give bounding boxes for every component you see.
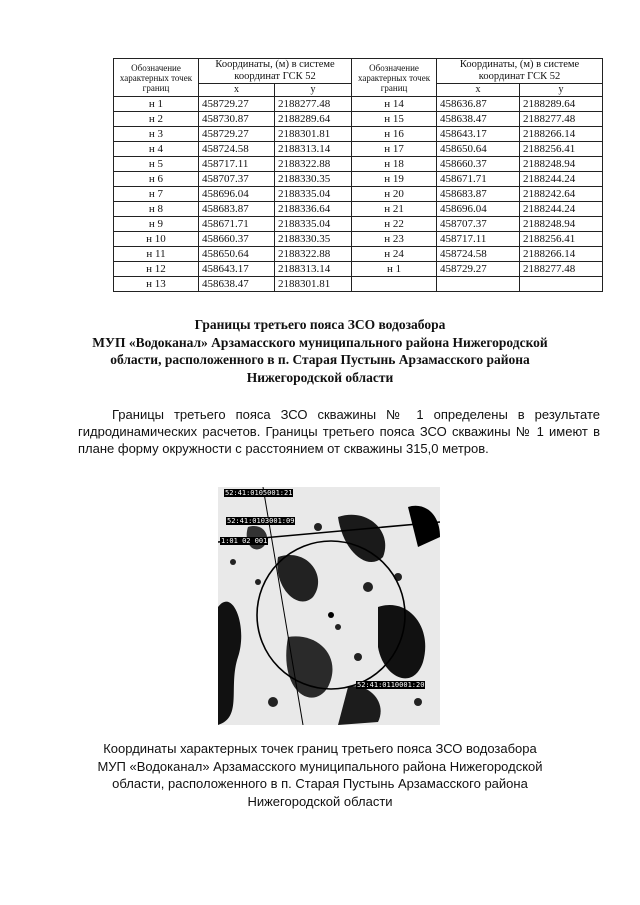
table-row [114,127,603,142]
x-coordinate-cell: 458650.64 [437,142,520,157]
point-label-cell: н 2 [114,112,199,127]
x-coordinate-cell: 458643.17 [437,127,520,142]
y-coordinate-cell: 2188248.94 [520,217,603,232]
header-coords-left: Координаты, (м) в системе координат ГСК 52 [199,59,352,84]
coordinates-table [113,58,603,292]
point-label-cell: н 14 [352,97,437,112]
map-label: 1:01 02 001 [221,537,268,545]
y-coordinate-cell: 2188242.64 [520,187,603,202]
heading-line: области, расположенного в п. Старая Пустынь Арзамасского района [110,352,530,367]
caption-line: Нижегородской области [247,793,393,809]
x-coordinate-cell: 458717.11 [199,157,275,172]
x-coordinate-cell: 458729.27 [437,262,520,277]
point-label-cell: н 9 [114,217,199,232]
y-coordinate-cell: 2188256.41 [520,142,603,157]
x-coordinate-cell: 458724.58 [437,247,520,262]
y-coordinate-cell: 2188313.14 [275,142,352,157]
x-coordinate-cell [437,277,520,292]
point-label-cell: н 24 [352,247,437,262]
point-label-cell: н 22 [352,217,437,232]
y-coordinate-cell: 2188335.04 [275,217,352,232]
map-label: 52:41:0110001:20 [357,681,425,689]
x-coordinate-cell: 458683.87 [437,187,520,202]
heading-line: Границы третьего пояса ЗСО водозабора [194,317,446,332]
header-y-left: y [275,84,352,97]
y-coordinate-cell: 2188277.48 [520,262,603,277]
table-row [114,277,603,292]
y-coordinate-cell: 2188277.48 [520,112,603,127]
zone-map-image [218,487,440,725]
header-point-right: Обозначение характерных точек границ [352,59,437,97]
header-point-left: Обозначение характерных точек границ [114,59,199,97]
y-coordinate-cell: 2188335.04 [275,187,352,202]
caption-line: Координаты характерных точек границ третьего пояса ЗСО водозабора [103,741,537,756]
map-label: 52:41:0103001:09 [227,517,295,525]
y-coordinate-cell [520,277,603,292]
y-coordinate-cell: 2188301.81 [275,127,352,142]
y-coordinate-cell: 2188244.24 [520,202,603,217]
y-coordinate-cell: 2188330.35 [275,232,352,247]
x-coordinate-cell: 458671.71 [199,217,275,232]
x-coordinate-cell: 458724.58 [199,142,275,157]
y-coordinate-cell: 2188313.14 [275,262,352,277]
table-row [114,202,603,217]
x-coordinate-cell: 458650.64 [199,247,275,262]
y-coordinate-cell: 2188322.88 [275,157,352,172]
caption-line: области, расположенного в п. Старая Пустынь Арзамасского района [112,776,528,791]
x-coordinate-cell: 458707.37 [199,172,275,187]
x-coordinate-cell: 458636.87 [437,97,520,112]
x-coordinate-cell: 458660.37 [199,232,275,247]
x-coordinate-cell: 458638.47 [199,277,275,292]
point-label-cell: н 23 [352,232,437,247]
table-row [114,97,603,112]
point-label-cell: н 18 [352,157,437,172]
y-coordinate-cell: 2188244.24 [520,172,603,187]
y-coordinate-cell: 2188322.88 [275,247,352,262]
header-x-left: x [199,84,275,97]
table-row [114,187,603,202]
x-coordinate-cell: 458729.27 [199,97,275,112]
section-heading [60,316,580,386]
heading-line: Нижегородской области [246,369,394,385]
point-label-cell: н 21 [352,202,437,217]
x-coordinate-cell: 458729.27 [199,127,275,142]
point-label-cell: н 5 [114,157,199,172]
table-row [114,142,603,157]
x-coordinate-cell: 458696.04 [437,202,520,217]
caption-line: МУП «Водоканал» Арзамасского муниципального района Нижегородской [97,758,543,774]
table-row [114,112,603,127]
x-coordinate-cell: 458730.87 [199,112,275,127]
coordinates-table-body [114,97,603,292]
x-coordinate-cell: 458717.11 [437,232,520,247]
point-label-cell: н 20 [352,187,437,202]
x-coordinate-cell: 458671.71 [437,172,520,187]
x-coordinate-cell: 458707.37 [437,217,520,232]
y-coordinate-cell: 2188256.41 [520,232,603,247]
map-caption [70,740,570,810]
x-coordinate-cell: 458660.37 [437,157,520,172]
header-coords-right: Координаты, (м) в системе координат ГСК 52 [437,59,603,84]
point-label-cell: н 15 [352,112,437,127]
table-row [114,232,603,247]
y-coordinate-cell: 2188266.14 [520,127,603,142]
y-coordinate-cell: 2188289.64 [275,112,352,127]
point-label-cell: н 4 [114,142,199,157]
heading-line: МУП «Водоканал» Арзамасского муниципального района Нижегородской [92,334,548,350]
x-coordinate-cell: 458696.04 [199,187,275,202]
point-label-cell [352,277,437,292]
table-row [114,217,603,232]
point-label-cell: н 12 [114,262,199,277]
point-label-cell: н 16 [352,127,437,142]
x-coordinate-cell: 458643.17 [199,262,275,277]
point-label-cell: н 7 [114,187,199,202]
point-label-cell: н 10 [114,232,199,247]
description-paragraph: Границы третьего пояса ЗСО скважины № 1 определены в результате гидродинамических расчетов. Границы третьего пояса ЗСО скважины № 1 имеют в плане форму окружности с расстоянием от скважины 315,0 метров. [78,407,600,456]
table-row [114,247,603,262]
y-coordinate-cell: 2188301.81 [275,277,352,292]
point-label-cell: н 6 [114,172,199,187]
header-x-right: x [437,84,520,97]
y-coordinate-cell: 2188336.64 [275,202,352,217]
map-label: 52:41:0105001:21 [225,489,293,497]
y-coordinate-cell: 2188266.14 [520,247,603,262]
y-coordinate-cell: 2188289.64 [520,97,603,112]
y-coordinate-cell: 2188330.35 [275,172,352,187]
y-coordinate-cell: 2188277.48 [275,97,352,112]
point-label-cell: н 3 [114,127,199,142]
table-row [114,262,603,277]
point-label-cell: н 13 [114,277,199,292]
point-label-cell: н 8 [114,202,199,217]
point-label-cell: н 11 [114,247,199,262]
x-coordinate-cell: 458683.87 [199,202,275,217]
header-y-right: y [520,84,603,97]
point-label-cell: н 1 [352,262,437,277]
table-row [114,157,603,172]
table-row [114,172,603,187]
x-coordinate-cell: 458638.47 [437,112,520,127]
point-label-cell: н 1 [114,97,199,112]
point-label-cell: н 19 [352,172,437,187]
y-coordinate-cell: 2188248.94 [520,157,603,172]
point-label-cell: н 17 [352,142,437,157]
